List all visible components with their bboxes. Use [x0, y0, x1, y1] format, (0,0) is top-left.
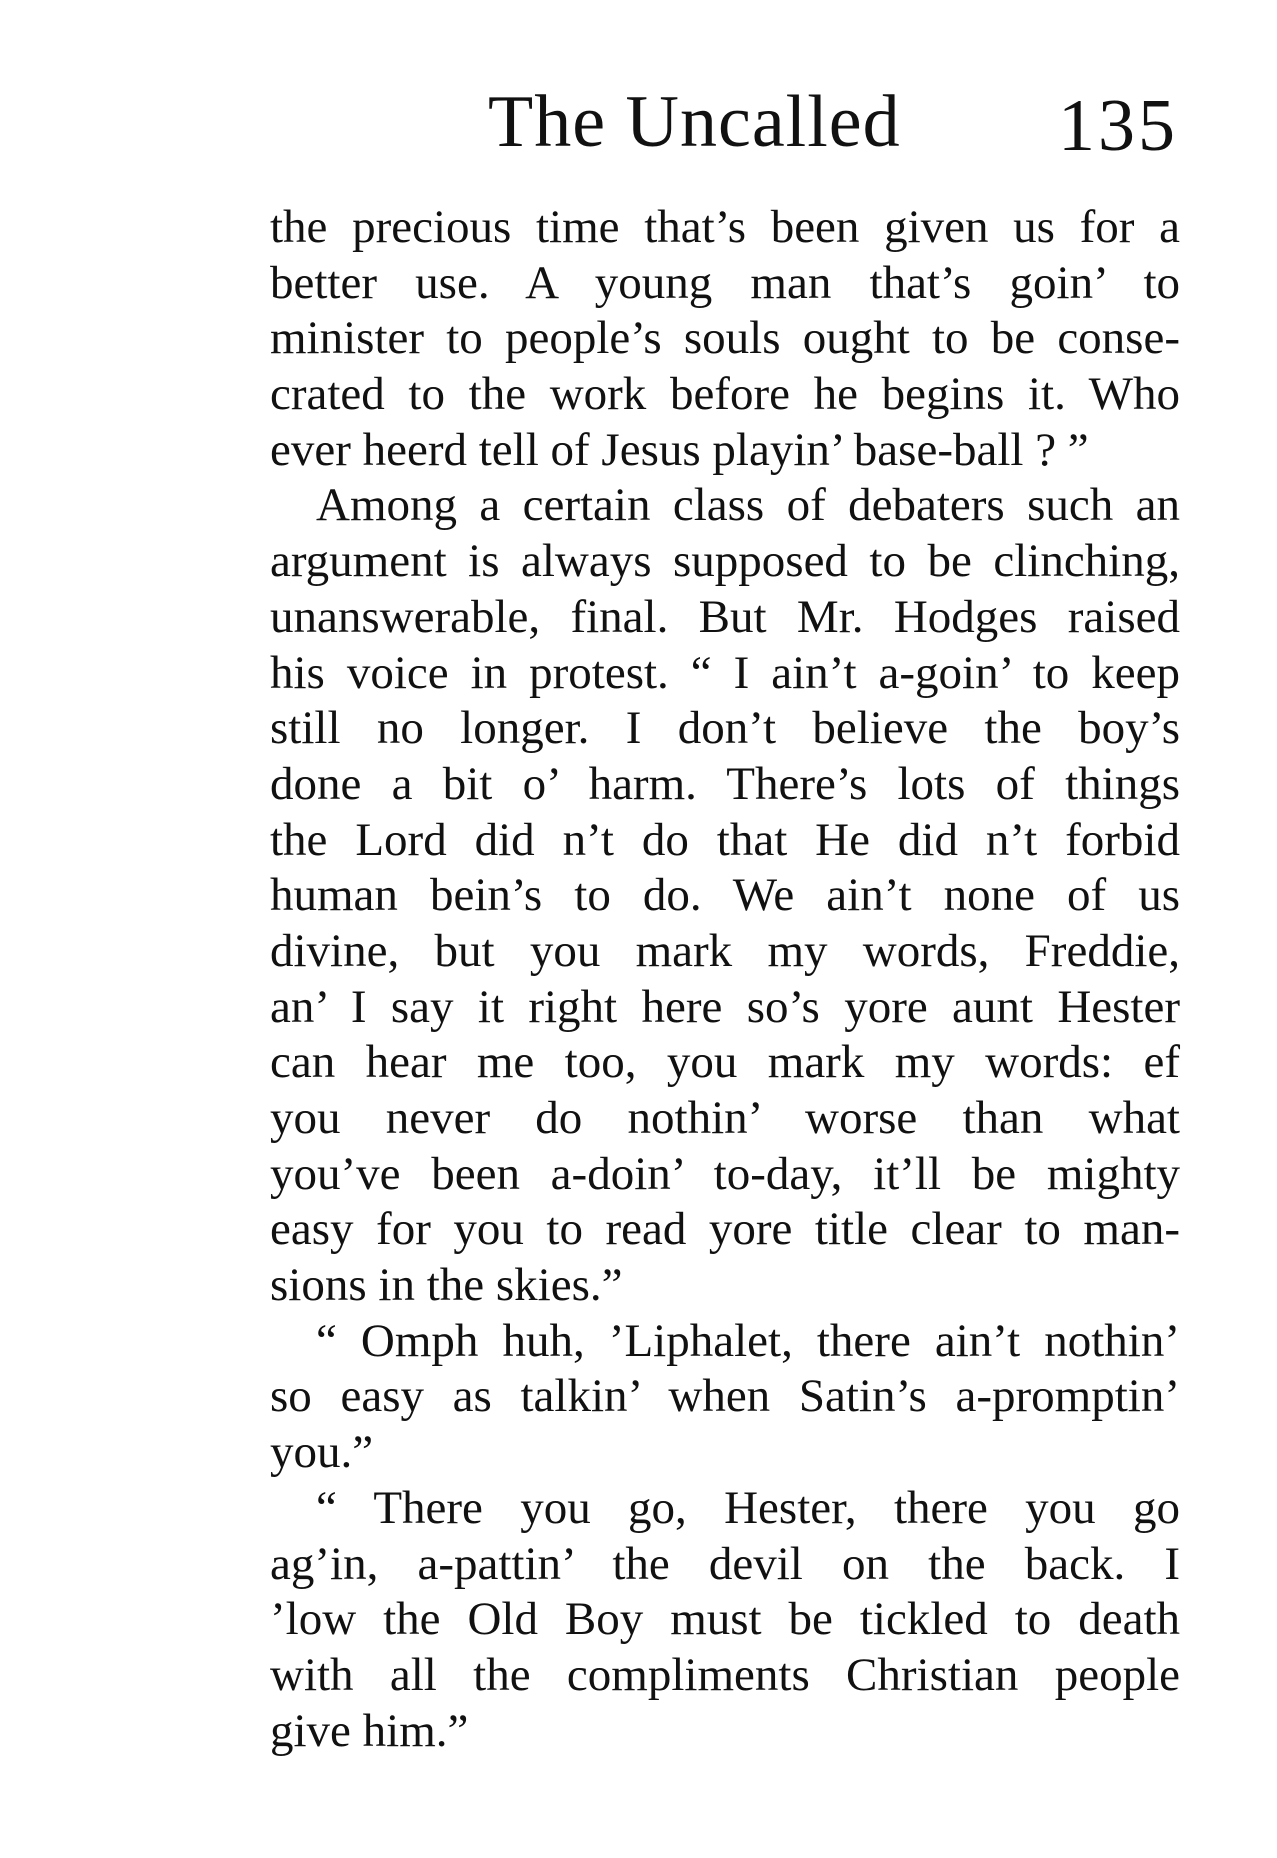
text-line: done a bit o’ harm. There’s lots of things — [270, 757, 1180, 810]
text-line: the Lord did n’t do that He did n’t forbid — [270, 813, 1180, 866]
text-line: still no longer. I don’t believe the boy’s — [270, 702, 1180, 755]
text-line: with all the compliments Christian people — [270, 1648, 1180, 1701]
text-line: unanswerable, final. But Mr. Hodges raised — [270, 590, 1180, 643]
text-line: you never do nothin’ worse than what — [270, 1092, 1180, 1144]
page-number: 135 — [1058, 85, 1178, 167]
running-head-title: The Uncalled — [488, 81, 901, 163]
text-line: ag’in, a-pattin’ the devil on the back. I — [270, 1537, 1180, 1590]
text-line: his voice in protest. “ I ain’t a-goin’ to keep — [270, 646, 1180, 699]
text-line: give him.” — [270, 1704, 469, 1757]
paragraph-first-line: Among a certain class of debaters such an — [316, 479, 1180, 532]
text-line: easy for you to read yore title clear to man- — [270, 1203, 1180, 1256]
text-line: argument is always supposed to be clinching, — [270, 535, 1180, 588]
paragraph-first-line: “ There you go, Hester, there you go — [316, 1481, 1180, 1534]
text-line: an’ I say it right here so’s yore aunt Hester — [270, 980, 1180, 1033]
body-text — [270, 200, 1180, 1759]
text-line: ever heerd tell of Jesus playin’ base-ball ? ” — [270, 423, 1089, 476]
text-line: human bein’s to do. We ain’t none of us — [270, 869, 1180, 922]
text-line: the precious time that’s been given us for a — [270, 201, 1180, 253]
text-line: you’ve been a-doin’ to-day, it’ll be mighty — [270, 1147, 1180, 1200]
text-line: can hear me too, you mark my words: ef — [270, 1036, 1180, 1089]
text-line: you.” — [270, 1426, 374, 1479]
text-line: sions in the skies.” — [270, 1259, 623, 1312]
text-line: crated to the work before he begins it. Who — [270, 368, 1180, 421]
running-head — [270, 81, 1178, 167]
text-line: ’low the Old Boy must be tickled to death — [270, 1593, 1180, 1646]
text-line: so easy as talkin’ when Satin’s a-promptin’ — [270, 1370, 1180, 1423]
text-line: better use. A young man that’s goin’ to — [270, 256, 1180, 309]
text-line: divine, but you mark my words, Freddie, — [270, 924, 1180, 977]
text-line: minister to people’s souls ought to be conse- — [270, 312, 1180, 365]
paragraph-first-line: “ Omph huh, ’Liphalet, there ain’t nothin’ — [316, 1314, 1180, 1367]
